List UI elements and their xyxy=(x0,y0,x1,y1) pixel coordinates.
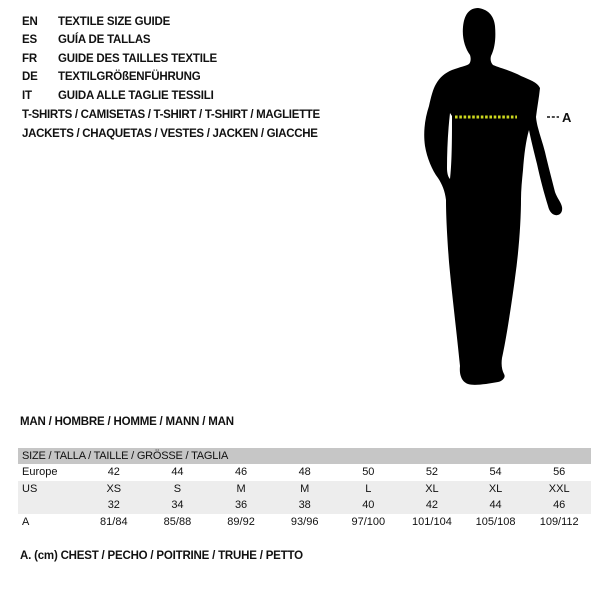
row-label: Europe xyxy=(22,466,58,478)
size-cell: 38 xyxy=(298,499,311,511)
language-row xyxy=(22,87,217,105)
language-code: EN xyxy=(22,16,38,28)
language-title: GUIDE DES TAILLES TEXTILE xyxy=(58,52,217,65)
size-cell: L xyxy=(365,482,372,495)
language-row xyxy=(22,31,217,49)
size-cell: 36 xyxy=(234,499,248,511)
man-silhouette-graphic xyxy=(390,0,600,400)
size-cell: 85/88 xyxy=(163,515,192,528)
measure-label-a: A xyxy=(562,110,572,125)
size-cell: 89/92 xyxy=(227,515,255,528)
category-line-tshirts: T-SHIRTS / CAMISETAS / T-SHIRT / T-SHIRT / MAGLIETTE xyxy=(22,109,320,121)
language-row xyxy=(22,50,217,68)
size-cell: 54 xyxy=(489,466,502,478)
man-silhouette xyxy=(424,8,562,385)
size-cell: XL xyxy=(425,482,439,495)
size-cell: 93/96 xyxy=(290,515,319,528)
size-table xyxy=(18,448,591,530)
size-cell: M xyxy=(300,482,310,495)
size-cell: 42 xyxy=(425,499,439,511)
category-lines xyxy=(22,106,320,143)
language-code: ES xyxy=(22,34,37,47)
language-title: TEXTILGRÖßENFÜHRUNG xyxy=(58,71,201,84)
size-cell: 52 xyxy=(425,466,439,478)
size-cell: S xyxy=(173,482,182,495)
size-cell: 101/104 xyxy=(412,515,452,528)
size-cell: 34 xyxy=(171,499,184,511)
row-label: A xyxy=(22,515,30,528)
size-cell: 48 xyxy=(298,466,311,478)
size-cell: XL xyxy=(488,482,503,495)
size-cell: 44 xyxy=(489,499,502,511)
size-cell: XXL xyxy=(548,482,570,495)
table-row-us xyxy=(18,481,591,498)
language-title: GUÍA DE TALLAS xyxy=(58,34,151,47)
table-row-chest-a xyxy=(18,514,591,531)
size-cell: M xyxy=(236,482,246,495)
size-cell: 32 xyxy=(107,499,120,511)
table-row-europe xyxy=(18,464,591,481)
size-cell: 50 xyxy=(362,466,375,478)
size-cell: 46 xyxy=(553,499,566,511)
size-cell: 46 xyxy=(234,466,248,478)
language-title: TEXTILE SIZE GUIDE xyxy=(58,16,171,28)
language-code: IT xyxy=(22,89,32,102)
language-title: GUIDA ALLE TAGLIE TESSILI xyxy=(58,89,214,102)
language-row xyxy=(22,13,217,31)
language-code: FR xyxy=(22,52,37,65)
measurement-footnote: A. (cm) CHEST / PECHO / POITRINE / TRUHE / PETTO xyxy=(20,550,303,562)
size-table-header: SIZE / TALLA / TAILLE / GRÖSSE / TAGLIA xyxy=(18,448,591,464)
row-label: US xyxy=(22,482,38,495)
size-cell: 105/108 xyxy=(475,515,516,528)
category-line-jackets: JACKETS / CHAQUETAS / VESTES / JACKEN / GIACCHE xyxy=(22,127,318,140)
row-label xyxy=(18,497,82,514)
size-cell: XS xyxy=(106,482,122,495)
size-cell: 109/112 xyxy=(539,515,579,528)
size-cell: 42 xyxy=(107,466,120,478)
size-cell: 44 xyxy=(171,466,184,478)
size-cell: 40 xyxy=(362,499,375,511)
size-cell: 97/100 xyxy=(351,515,386,528)
gender-section-title: MAN / HOMBRE / HOMME / MANN / MAN xyxy=(20,416,234,428)
language-row xyxy=(22,68,217,86)
size-cell: 56 xyxy=(553,466,566,478)
size-cell: 81/84 xyxy=(100,515,128,528)
language-code: DE xyxy=(22,71,38,84)
language-list xyxy=(22,13,217,105)
table-row-numeric xyxy=(18,497,591,514)
